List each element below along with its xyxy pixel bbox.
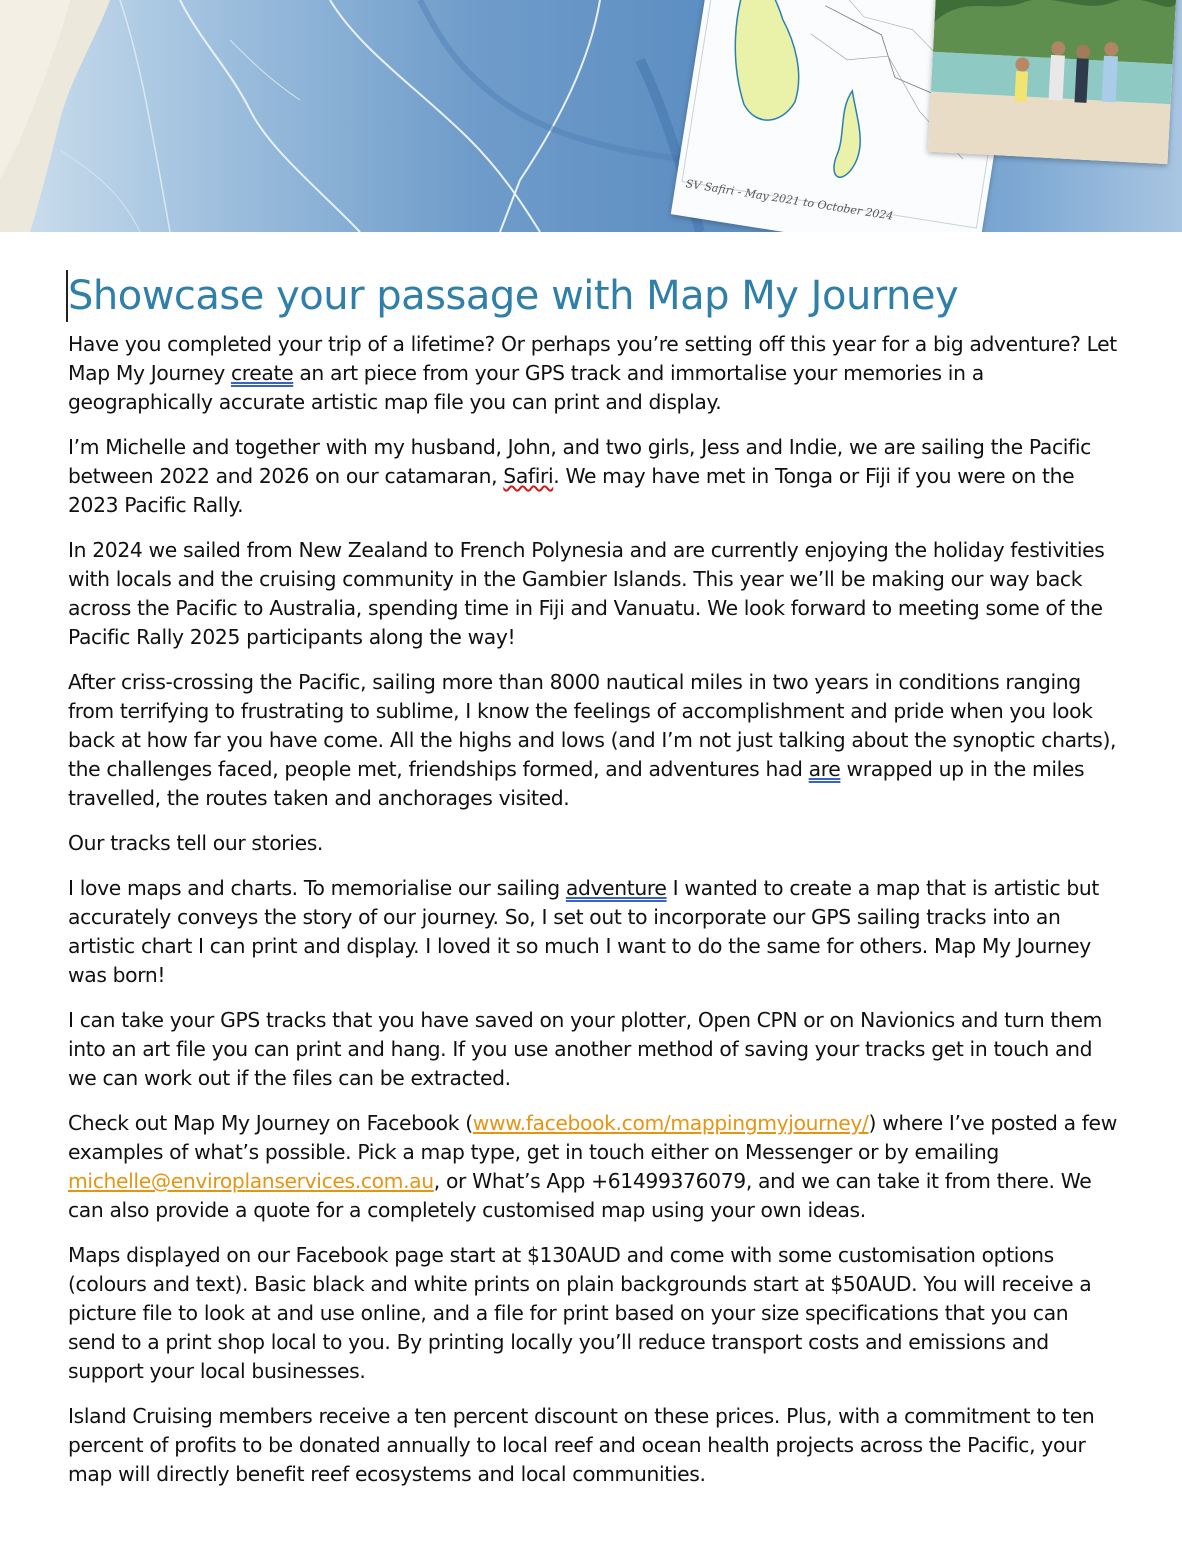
paragraph-contact: Check out Map My Journey on Facebook (www.facebook.com/mappingmyjourney/) where I’ve posted a few examples of what’s possible. Pick a map type, get in touch either on Messenger or by emailing michelle@enviroplanservices.com.au, or What’s App +61499376079, and we can take it from there. We can also provide a quote for a completely customised map using your own ideas. [68, 1111, 1117, 1222]
family-beach-photo [928, 0, 1177, 164]
paragraph-intro: Have you completed your trip of a lifetime? Or perhaps you’re setting off this year for a big adventure? Let Map My Journey create an art piece from your GPS track and immortalise your memories in a geographically accurate artistic map file you can print and display. [68, 332, 1117, 414]
paragraph-love-maps: I love maps and charts. To memorialise our sailing adventure I wanted to create a map that is artistic but accurately conveys the story of our journey. So, I set out to incorporate our GPS sailing tracks into an artistic chart I can print and display. I loved it so much I want to do the same for others. Map My Journey was born! [68, 876, 1100, 987]
article-body [68, 270, 1118, 1505]
spelling-flag-safiri[interactable]: Safiri [503, 464, 554, 488]
paragraph-gps-tracks: I can take your GPS tracks that you have saved on your plotter, Open CPN or on Navionics and turn them into an art file you can print and hang. If you use another method of saving your tracks get in touch and we can work out if the files can be extracted. [68, 1008, 1103, 1090]
paragraph-tracks-stories: Our tracks tell our stories. [68, 831, 324, 855]
paragraph-discount: Island Cruising members receive a ten percent discount on these prices. Plus, with a commitment to ten percent of profits to be donated annually to local reef and ocean health projects across the Pacific, your map will directly benefit reef ecosystems and local communities. [68, 1404, 1095, 1486]
grammar-flag-adventure[interactable]: adventure [565, 876, 667, 900]
paragraph-pricing: Maps displayed on our Facebook page start at $130AUD and come with some customisation options (colours and text). Basic black and white prints on plain backgrounds start at $50AUD. You will receive a picture file to look at and use online, and a file for print based on your size specifications that you can send to a print shop local to you. By printing locally you’ll reduce transport costs and emissions and support your local businesses. [68, 1243, 1092, 1383]
header-banner [0, 0, 1182, 232]
grammar-flag-are[interactable]: are [808, 757, 841, 781]
paragraph-2024-voyage: In 2024 we sailed from New Zealand to French Polynesia and are currently enjoying the holiday festivities with locals and the cruising community in the Gambier Islands. This year we’ll be making our way back across the Pacific to Australia, spending time in Fiji and Vanuatu. We look forward to meeting some of the Pacific Rally 2025 participants along the way! [68, 538, 1105, 649]
paragraph-criss-crossing: After criss-crossing the Pacific, sailing more than 8000 nautical miles in two years in conditions ranging from terrifying to frustrating to sublime, I know the feelings of accomplishment and pride when you look back at how far you have come. All the highs and lows (and I’m not just talking about the synoptic charts), the challenges faced, people met, friendships formed, and adventures had are wrapped up in the miles travelled, the routes taken and anchorages visited. [68, 670, 1117, 810]
email-link[interactable]: michelle@enviroplanservices.com.au [68, 1169, 434, 1193]
facebook-link[interactable]: www.facebook.com/mappingmyjourney/ [472, 1111, 869, 1135]
page-title: Showcase your passage with Map My Journey [66, 270, 1118, 322]
chart-caption: SV Safiri - May 2021 to October 2024 [684, 177, 895, 223]
paragraph-about-michelle: I’m Michelle and together with my husband, John, and two girls, Jess and Indie, we are sailing the Pacific between 2022 and 2026 on our catamaran, Safiri. We may have met in Tonga or Fiji if you were on the 2023 Pacific Rally. [68, 435, 1091, 517]
grammar-flag-create[interactable]: create [230, 361, 294, 385]
